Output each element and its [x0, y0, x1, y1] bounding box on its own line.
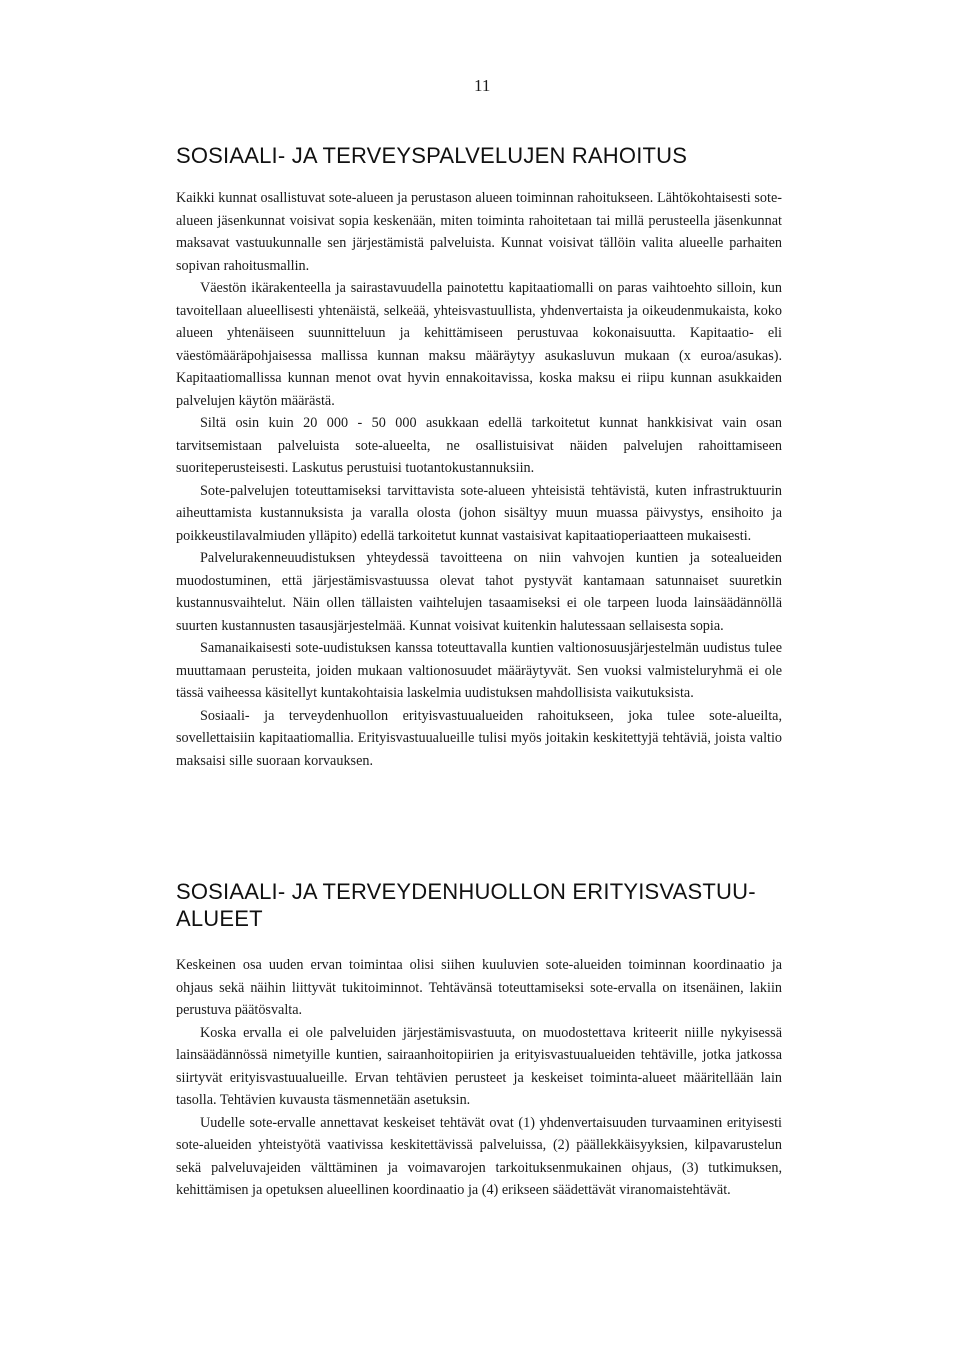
- paragraph: Koska ervalla ei ole palveluiden järjestämisvastuuta, on muodostettava kriteerit niille nykyisessä lainsäädännössä nimetyille kuntien, sairaanhoitopiirien ja erityisvastuualueiden tehtäville, jotka jatkossa siirtyvät erityisvastuualueille. Ervan tehtävien perusteet ja keskeiset toiminta-alueet määritellään lain tasolla. Tehtävien kuvausta täsmennetään asetuksin.: [176, 1024, 782, 1108]
- paragraph: Keskeinen osa uuden ervan toimintaa olisi siihen kuuluvien sote-alueiden toiminnan koordinaatio ja ohjaus sekä näihin liittyvät tukitoiminnot. Tehtävänsä toteuttamiseksi sote-ervalla on itsenäinen, lakiin perustuva päätösvalta.: [176, 957, 782, 1018]
- page-number: 11: [474, 76, 491, 95]
- paragraph: Siltä osin kuin 20 000 - 50 000 asukkaan edellä tarkoitetut kunnat hankkisivat vain osan tarvitsemistaan palveluista sote-alueelta, ne osallistuisivat näiden palvelujen rahoittamiseen suoriteperusteisesti. Laskutus perustuisi tuotantokustannuksiin.: [176, 415, 782, 476]
- paragraph: Väestön ikärakenteella ja sairastavuudella painotettu kapitaatiomalli on paras vaihtoehto silloin, kun tavoitellaan alueellisesti yhtenäistä, selkeää, yhteisvastuullista, yhdenvertaista ja oikeudenmukaista, koko alueen yhtenäiseen suunnitteluun ja kehittämiseen perustuvaa kokonaisuutta. Kapitaatio- eli väestömääräpohjaisessa mallissa kunnan maksu määräytyy asukasluvun mukaan (x euroa/asukas). Kapitaatiomallissa kunnan menot ovat hyvin ennakoitavissa, koska maksu ei riipu kunnan asukkaiden palvelujen käytön määrästä.: [176, 280, 782, 409]
- paragraph: Palvelurakenneuudistuksen yhteydessä tavoitteena on niin vahvojen kuntien ja sotealueiden muodostuminen, että järjestämisvastuussa olevat tahot pystyvät kantamaan satunnaiset suuretkin kustannusvaihtelut. Näin ollen tällaisten vaihtelujen tasaamiseksi ei ole tarpeen luoda lainsäädännöllä suurten kustannusten tasausjärjestelmää. Kunnat voisivat kuitenkin halutessaan sellaisesta sopia.: [176, 550, 782, 634]
- section-rahoitus: [176, 142, 782, 772]
- paragraph: Sote-palvelujen toteuttamiseksi tarvittavista sote-alueen yhteisistä tehtävistä, kuten infrastruktuurin aiheuttamista kustannuksista ja varalla olosta (johon sisältyy muun muassa päivystys, ensihoito ja poikkeustilavalmiuden ylläpito) edellä tarkoitetut kunnat vastaisivat kapitaatioperiaatteen mukaisesti.: [176, 482, 782, 544]
- section-heading: SOSIAALI- JA TERVEYDENHUOLLON ERITYISVASTUU-ALUEET: [176, 879, 756, 931]
- paragraph: Samanaikaisesti sote-uudistuksen kanssa toteuttavalla kuntien valtionosuusjärjestelmän uudistus tulee muuttamaan perusteita, joiden mukaan valtionosuudet määräytyvät. Sen vuoksi valmisteluryhmä ei ole tässä vaiheessa käsitellyt kuntakohtaisia laskelmia uudistuksen mahdollisista vaikutuksista.: [176, 640, 782, 701]
- paragraph: Kaikki kunnat osallistuvat sote-alueen ja perustason alueen toiminnan rahoitukseen. Lähtökohtaisesti sote-alueen jäsenkunnat voisivat sopia keskenään, miten toiminta rahoitetaan tai millä perusteella jäsenkunnat maksavat vastuukunnalle sen järjestämistä palveluista. Kunnat voisivat tällöin valita alueelle parhaiten sopivan rahoitusmallin.: [176, 190, 782, 274]
- paragraph: Sosiaali- ja terveydenhuollon erityisvastuualueiden rahoitukseen, joka tulee sote-alueilta, sovellettaisiin kapitaatiomallia. Erityisvastuualueille tulisi myös joitakin keskitettyjä tehtäviä, joista valtio maksaisi sille suoraan korvauksen.: [176, 707, 782, 769]
- section-erityisvastuualueet: [176, 878, 782, 1202]
- section-heading: SOSIAALI- JA TERVEYSPALVELUJEN RAHOITUS: [176, 143, 688, 168]
- paragraph: Uudelle sote-ervalle annettavat keskeiset tehtävät ovat (1) yhdenvertaisuuden turvaaminen erityisesti sote-alueiden yhteistyötä vaativissa keskitettävissä palveluissa, (2) päällekkäisyyksien, kilpavarustelun sekä palveluvajeiden välttäminen ja voimavarojen tarkoituksenmukainen ohjaus, (3) tutkimuksen, kehittämisen ja opetuksen alueellinen koordinaatio ja (4) erikseen säädettävät viranomaistehtävät.: [176, 1114, 782, 1198]
